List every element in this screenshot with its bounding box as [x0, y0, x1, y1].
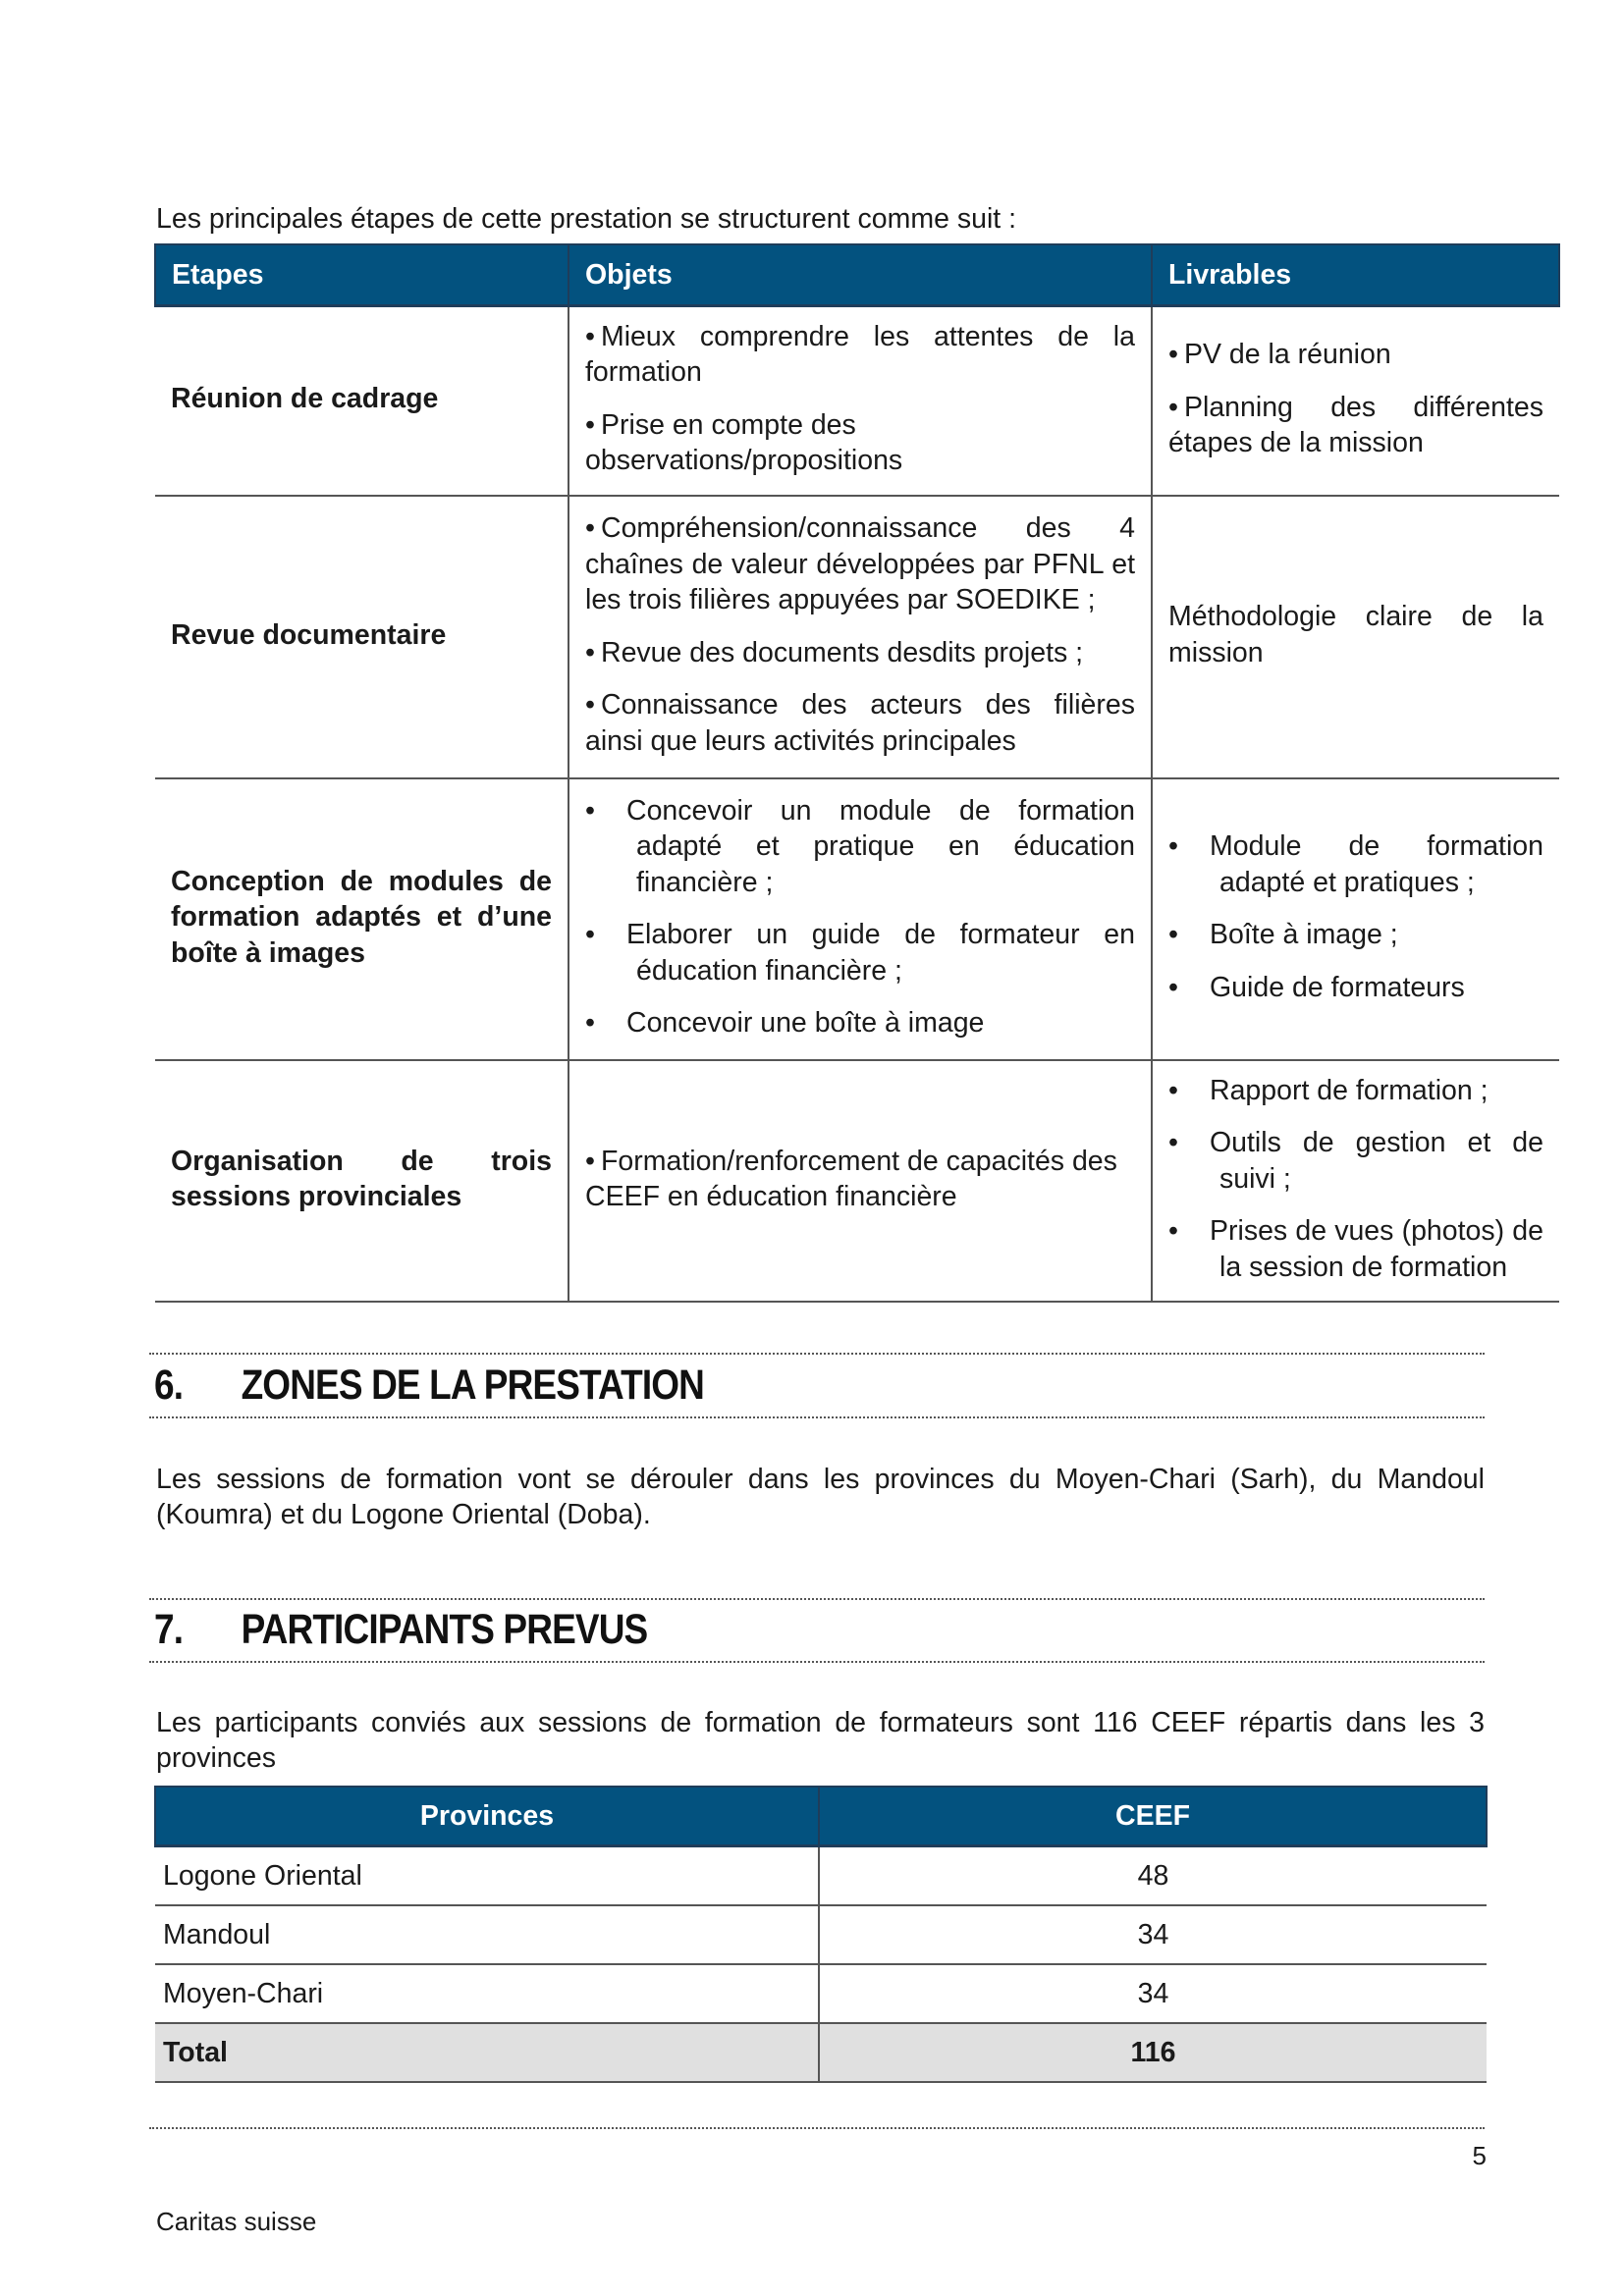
- ceef-cell: 34: [819, 1964, 1487, 2023]
- table-row: [155, 1846, 1487, 1906]
- table-row: [155, 496, 1559, 778]
- list-item: • Prise en compte des observations/propositions: [585, 408, 903, 477]
- bullet-icon: •: [1168, 971, 1178, 1003]
- ceef-cell: 48: [819, 1846, 1487, 1906]
- objets-cell: [568, 1060, 1152, 1302]
- steps-table: [154, 243, 1560, 1303]
- section-divider: [149, 1416, 1485, 1418]
- section-6-text: Les sessions de formation vont se dérouler dans les provinces du Moyen-Chari (Sarh), du Mandoul (Koumra) et du Logone Oriental (Doba).: [156, 1464, 1485, 1531]
- objets-cell: [568, 306, 1152, 496]
- list-item: • Formation/renforcement de capacités des CEEF en éducation financière: [585, 1145, 1117, 1213]
- list-item: • PV de la réunion: [1168, 339, 1391, 371]
- header-livrables: Livrables: [1152, 244, 1559, 306]
- livrables-cell: Méthodologie claire de la mission: [1152, 496, 1559, 778]
- footer-divider: [149, 2127, 1485, 2129]
- objets-cell: [568, 778, 1152, 1060]
- steps-header-row: [155, 244, 1559, 306]
- bullet-icon: •: [1168, 1074, 1178, 1106]
- list-item: • Guide de formateurs: [1168, 970, 1543, 1005]
- section-6-heading: 6. ZONES DE LA PRESTATION: [154, 1362, 705, 1409]
- total-row: [155, 2023, 1487, 2082]
- bullet-icon: •: [1168, 1127, 1178, 1159]
- list-item: • Connaissance des acteurs des filières ainsi que leurs activités principales: [585, 689, 1135, 757]
- step-cell: Revue documentaire: [155, 496, 568, 778]
- header-ceef: CEEF: [819, 1787, 1487, 1846]
- livrables-cell: [1152, 1060, 1559, 1302]
- header-etapes: Etapes: [155, 244, 568, 306]
- province-cell: Logone Oriental: [155, 1846, 819, 1906]
- list-item: • Prises de vues (photos) de la session de formation: [1168, 1215, 1543, 1283]
- provinces-table: [154, 1786, 1488, 2083]
- list-item: • Outils de gestion et de suivi ;: [1168, 1127, 1543, 1195]
- list-item: • Module de formation adapté et pratiques ;: [1168, 830, 1543, 898]
- livrables-cell: [1152, 306, 1559, 496]
- section-divider: [149, 1661, 1485, 1663]
- step-cell: Conception de modules de formation adaptés et d’une boîte à images: [155, 778, 568, 1060]
- list-item: • Boîte à image ;: [1168, 917, 1543, 952]
- bullet-icon: •: [1168, 1215, 1178, 1248]
- footer-text: Caritas suisse: [156, 2207, 317, 2236]
- step-cell: Organisation de trois sessions provinciales: [155, 1060, 568, 1302]
- province-cell: Mandoul: [155, 1905, 819, 1964]
- total-label: Total: [155, 2023, 819, 2082]
- section-divider: [149, 1353, 1485, 1355]
- table-row: [155, 306, 1559, 496]
- prov-header-row: [155, 1787, 1487, 1846]
- bullet-icon: •: [585, 408, 595, 441]
- list-item: • Concevoir un module de formation adapté et pratique en éducation financière ;: [585, 794, 1135, 898]
- bullet-icon: •: [585, 512, 595, 545]
- section-7-heading: 7. PARTICIPANTS PREVUS: [154, 1606, 648, 1653]
- table-row: [155, 778, 1559, 1060]
- list-item: • Mieux comprendre les attentes de la formation: [585, 321, 1135, 389]
- step-cell: Réunion de cadrage: [155, 306, 568, 496]
- bullet-icon: •: [585, 636, 595, 668]
- header-objets: Objets: [568, 244, 1152, 306]
- list-item: • Elaborer un guide de formateur en éducation financière ;: [585, 919, 1135, 987]
- intro-text: Les principales étapes de cette prestation se structurent comme suit :: [156, 203, 1017, 235]
- table-row: [155, 1060, 1559, 1302]
- bullet-icon: •: [585, 919, 595, 951]
- total-value: 116: [819, 2023, 1487, 2082]
- list-item: • Compréhension/connaissance des 4 chaînes de valeur développées par PFNL et les trois filières appuyées par SOEDIKE ;: [585, 512, 1135, 616]
- bullet-icon: •: [585, 321, 595, 352]
- bullet-icon: •: [585, 1145, 595, 1177]
- province-cell: Moyen-Chari: [155, 1964, 819, 2023]
- objets-cell: [568, 496, 1152, 778]
- list-item: • Planning des différentes étapes de la mission: [1168, 391, 1543, 459]
- list-item: • Rapport de formation ;: [1168, 1073, 1543, 1108]
- bullet-icon: •: [1168, 391, 1178, 423]
- list-item: • Revue des documents desdits projets ;: [585, 636, 1084, 668]
- bullet-icon: •: [1168, 830, 1178, 863]
- livrables-cell: [1152, 778, 1559, 1060]
- table-row: [155, 1905, 1487, 1964]
- bullet-icon: •: [585, 794, 595, 827]
- bullet-icon: •: [585, 689, 595, 721]
- ceef-cell: 34: [819, 1905, 1487, 1964]
- table-row: [155, 1964, 1487, 2023]
- list-item: • Concevoir une boîte à image: [585, 1005, 1135, 1041]
- page-number: 5: [1472, 2141, 1487, 2170]
- header-provinces: Provinces: [155, 1787, 819, 1846]
- bullet-icon: •: [585, 1007, 595, 1040]
- bullet-icon: •: [1168, 919, 1178, 951]
- section-divider: [149, 1598, 1485, 1600]
- section-7-text: Les participants conviés aux sessions de formation de formateurs sont 116 CEEF répartis dans les 3 provinces: [156, 1707, 1485, 1775]
- bullet-icon: •: [1168, 339, 1178, 371]
